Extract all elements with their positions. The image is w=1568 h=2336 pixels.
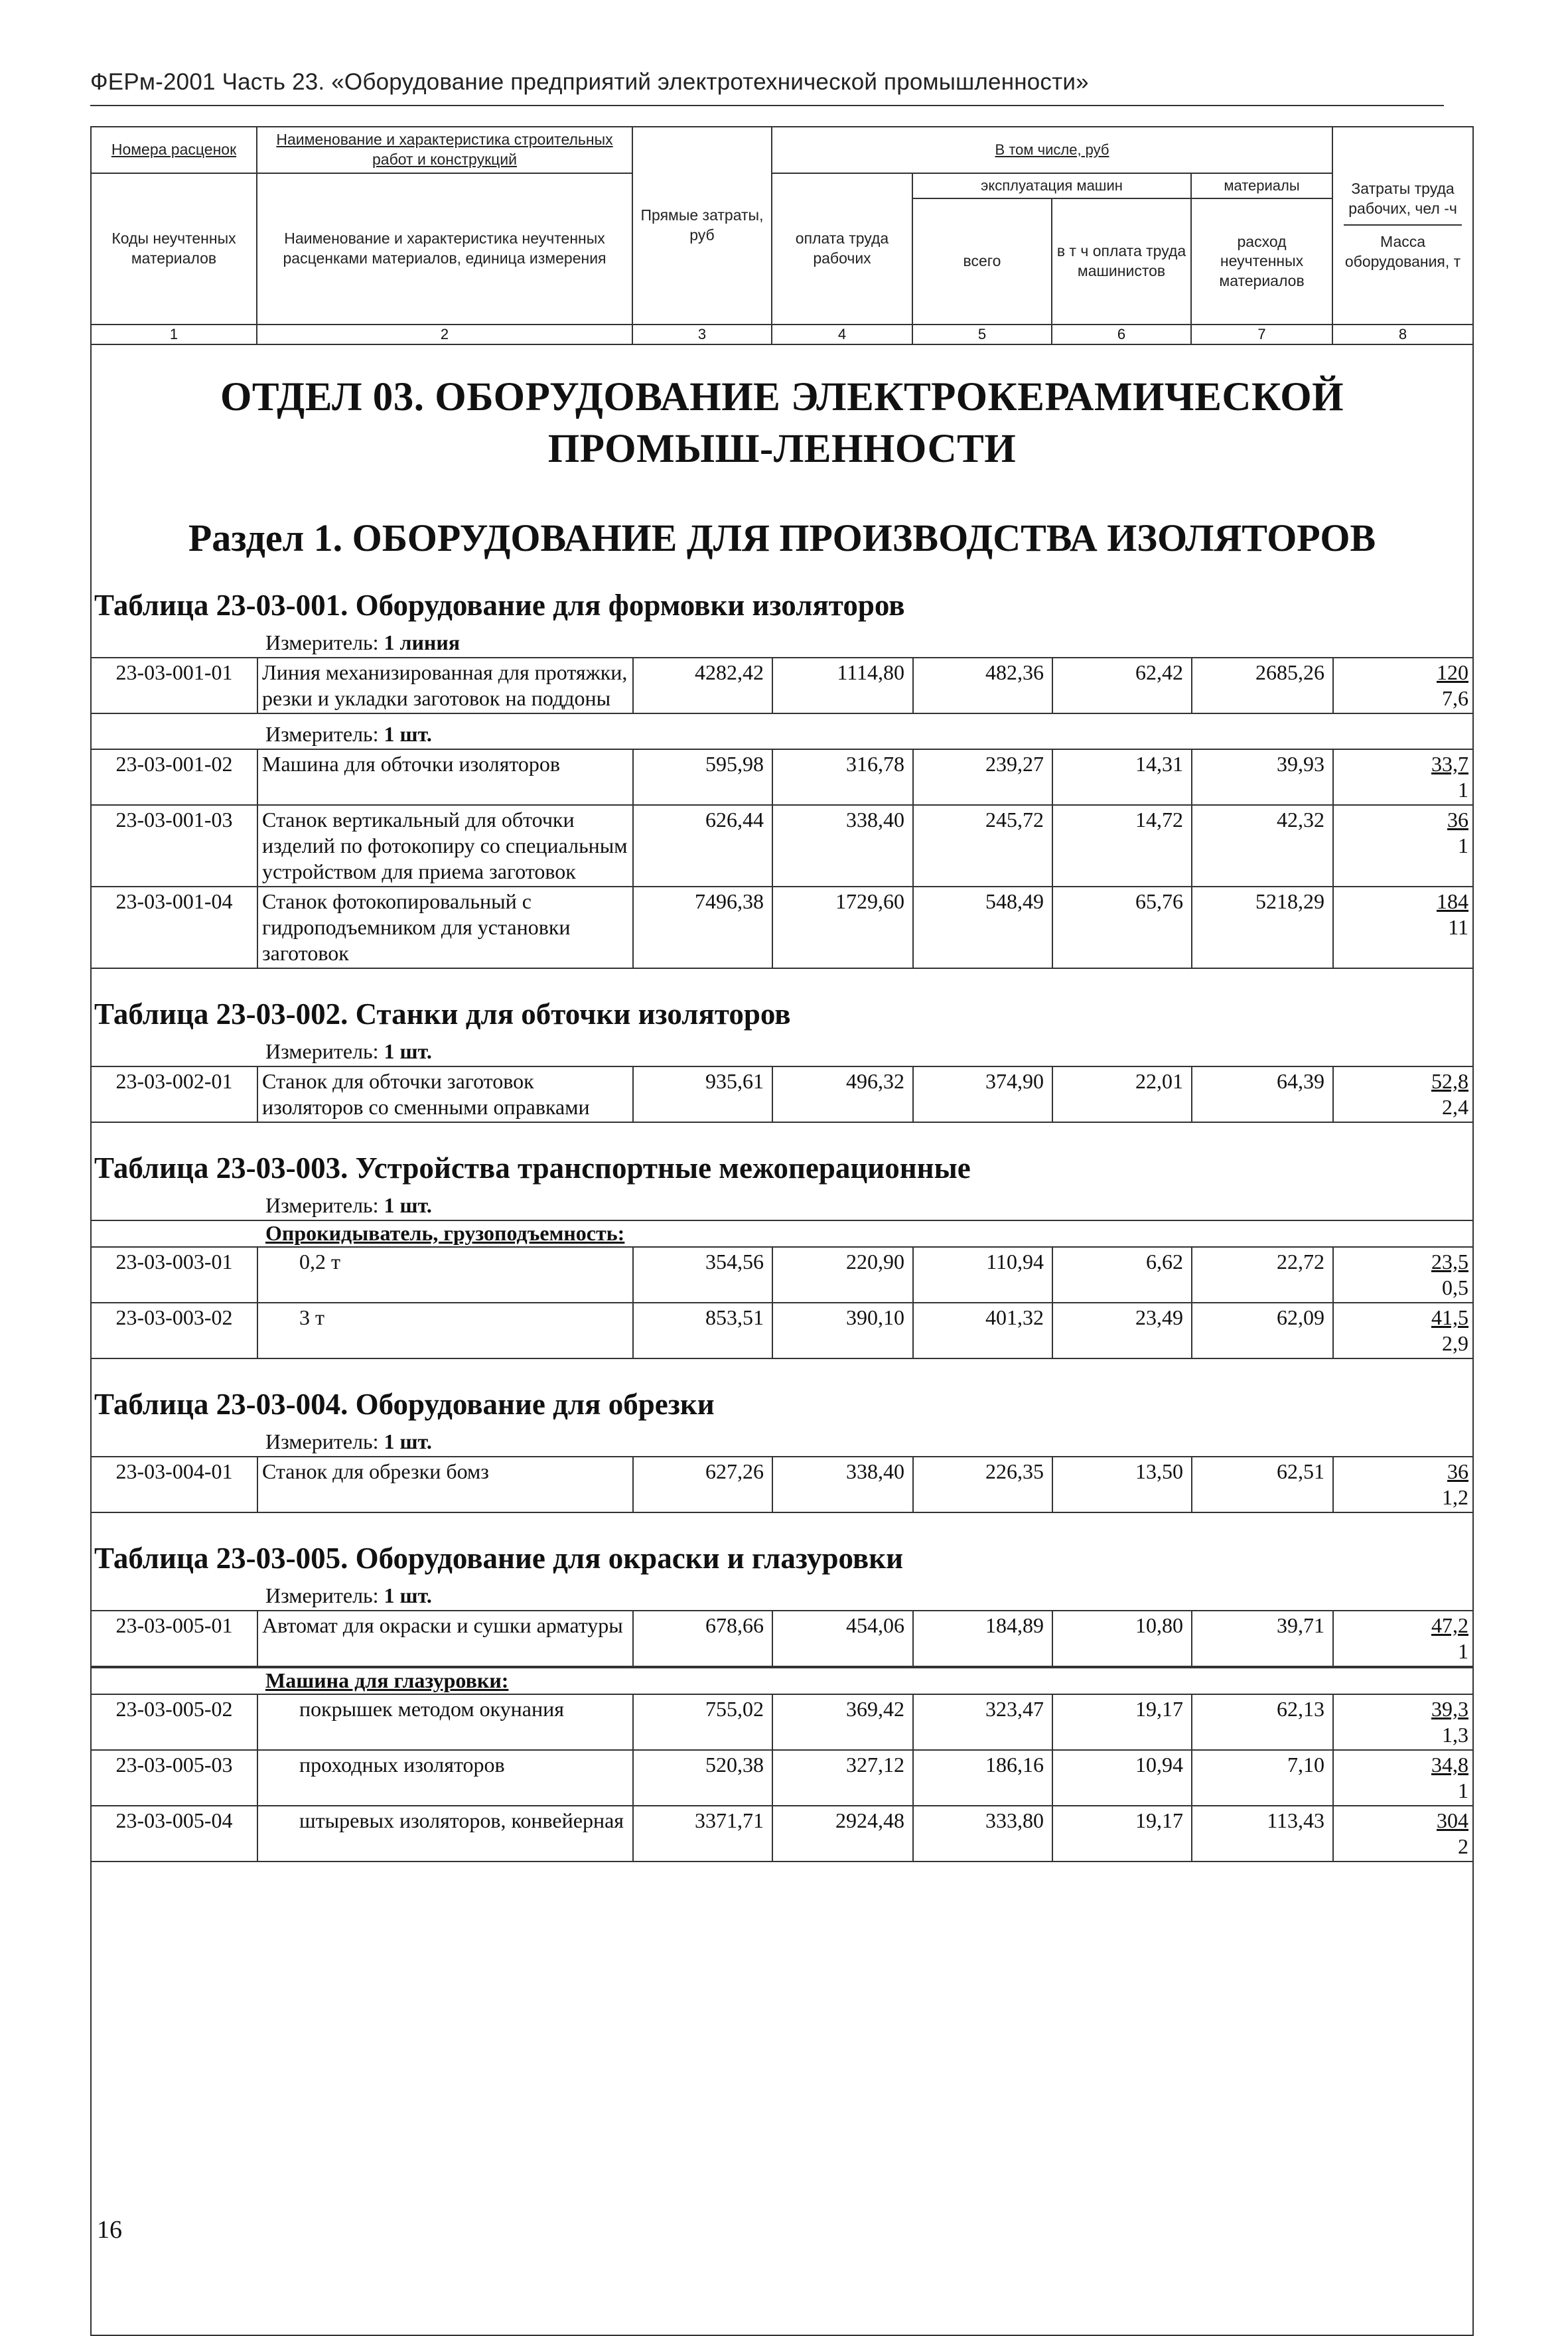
- rate-name: 3 т: [257, 1303, 633, 1358]
- machine-cost-total: 239,27: [913, 749, 1052, 805]
- group-label: Машина для глазуровки:: [92, 1667, 1472, 1694]
- measure-line: [265, 1583, 1472, 1610]
- labor-hours: 41,5: [1431, 1305, 1468, 1329]
- header-group-machines: эксплуатация машин: [912, 173, 1191, 199]
- materials-cost: 62,13: [1192, 1694, 1333, 1750]
- labor-hours: 304: [1437, 1808, 1468, 1833]
- materials-cost: 22,72: [1192, 1247, 1333, 1303]
- machine-cost-total: 323,47: [913, 1694, 1052, 1750]
- direct-cost: 4282,42: [633, 658, 772, 713]
- machine-operator-cost: 19,17: [1052, 1694, 1192, 1750]
- direct-cost: 626,44: [633, 805, 772, 887]
- measure-label: Измеритель:: [265, 630, 379, 654]
- measure-label: Измеритель:: [265, 1193, 379, 1217]
- measure-value: 1 шт.: [384, 1583, 432, 1608]
- table-row: [92, 887, 1474, 968]
- labor-hours: 47,2: [1431, 1613, 1468, 1638]
- equipment-mass: 1: [1458, 1639, 1468, 1664]
- labor-cost: 454,06: [772, 1611, 913, 1666]
- machine-operator-cost: 19,17: [1052, 1806, 1192, 1862]
- colnum-2: 2: [257, 325, 632, 344]
- table-title: Таблица 23-03-001. Оборудование для формовки изоляторов: [94, 588, 905, 622]
- group-label: Опрокидыватель, грузоподъемность:: [92, 1220, 1472, 1246]
- rate-code: 23-03-001-02: [92, 749, 257, 805]
- labor-cost: 496,32: [772, 1066, 913, 1122]
- equipment-mass: 1: [1458, 833, 1468, 857]
- labor-cost: 1114,80: [772, 658, 913, 713]
- table-row: [92, 805, 1474, 887]
- labor-hours-mass: [1333, 658, 1474, 713]
- labor-hours: 33,7: [1431, 751, 1468, 776]
- machine-operator-cost: 23,49: [1052, 1303, 1192, 1358]
- labor-hours-mass: [1333, 1806, 1474, 1862]
- table-row: [92, 1066, 1474, 1122]
- header-col8-bottom: Масса оборудования, т: [1344, 233, 1461, 271]
- materials-cost: 39,93: [1192, 749, 1333, 805]
- labor-cost: 369,42: [772, 1694, 913, 1750]
- rates-rows: [92, 749, 1474, 969]
- labor-cost: 338,40: [772, 805, 913, 887]
- measure-line: [265, 1429, 1472, 1456]
- direct-cost: 7496,38: [633, 887, 772, 968]
- measure-value: 1 шт.: [384, 1429, 432, 1454]
- equipment-mass: 0,5: [1442, 1275, 1468, 1299]
- table-row: [92, 749, 1474, 805]
- materials-cost: 62,09: [1192, 1303, 1333, 1358]
- header-col6: в т ч оплата труда машинистов: [1052, 198, 1191, 325]
- labor-cost: 327,12: [772, 1750, 913, 1806]
- rate-name: Станок для обточки заготовок изоляторов со сменными оправками: [257, 1066, 633, 1122]
- header-rule: [90, 105, 1444, 106]
- rates-rows: [92, 1246, 1474, 1359]
- rate-code: 23-03-005-04: [92, 1806, 257, 1862]
- direct-cost: 3371,71: [633, 1806, 772, 1862]
- part-title: Раздел 1. ОБОРУДОВАНИЕ ДЛЯ ПРОИЗВОДСТВА ИЗОЛЯТОРОВ: [188, 516, 1376, 559]
- machine-cost-total: 548,49: [913, 887, 1052, 968]
- direct-cost: 354,56: [633, 1247, 772, 1303]
- rates-rows: [92, 1610, 1474, 1667]
- labor-hours-mass: [1333, 1066, 1474, 1122]
- rates-rows: [92, 1456, 1474, 1513]
- labor-hours-mass: [1333, 887, 1474, 968]
- rate-name: Линия механизированная для протяжки, резки и укладки заготовок на поддоны: [257, 658, 633, 713]
- colnum-3: 3: [632, 325, 772, 344]
- labor-hours-mass: [1333, 1457, 1474, 1512]
- header-col4: оплата труда рабочих: [772, 173, 912, 325]
- labor-hours-mass: [1333, 1750, 1474, 1806]
- machine-operator-cost: 22,01: [1052, 1066, 1192, 1122]
- machine-operator-cost: 65,76: [1052, 887, 1192, 968]
- rate-code: 23-03-002-01: [92, 1066, 257, 1122]
- equipment-mass: 7,6: [1442, 686, 1468, 710]
- materials-cost: 64,39: [1192, 1066, 1333, 1122]
- direct-cost: 595,98: [633, 749, 772, 805]
- labor-hours: 23,5: [1431, 1249, 1468, 1274]
- measure-line: [265, 1039, 1472, 1066]
- machine-cost-total: 110,94: [913, 1247, 1052, 1303]
- machine-cost-total: 401,32: [913, 1303, 1052, 1358]
- labor-cost: 2924,48: [772, 1806, 913, 1862]
- direct-cost: 520,38: [633, 1750, 772, 1806]
- labor-cost: 316,78: [772, 749, 913, 805]
- materials-cost: 2685,26: [1192, 658, 1333, 713]
- table-row: [92, 1611, 1474, 1666]
- colnum-5: 5: [912, 325, 1052, 344]
- rate-code: 23-03-005-03: [92, 1750, 257, 1806]
- table-row: [92, 1694, 1474, 1750]
- machine-operator-cost: 10,80: [1052, 1611, 1192, 1666]
- rates-rows: [92, 1694, 1474, 1862]
- machine-operator-cost: 6,62: [1052, 1247, 1192, 1303]
- materials-cost: 62,51: [1192, 1457, 1333, 1512]
- labor-hours: 184: [1437, 889, 1468, 913]
- rate-name: Станок для обрезки бомз: [257, 1457, 633, 1512]
- rate-code: 23-03-004-01: [92, 1457, 257, 1512]
- machine-operator-cost: 13,50: [1052, 1457, 1192, 1512]
- direct-cost: 755,02: [633, 1694, 772, 1750]
- measure-label: Измеритель:: [265, 1039, 379, 1063]
- machine-operator-cost: 14,31: [1052, 749, 1192, 805]
- materials-cost: 39,71: [1192, 1611, 1333, 1666]
- table-row: [92, 1457, 1474, 1512]
- direct-cost: 935,61: [633, 1066, 772, 1122]
- machine-cost-total: 186,16: [913, 1750, 1052, 1806]
- rate-name: проходных изоляторов: [257, 1750, 633, 1806]
- document-header: ФЕРм-2001 Часть 23. «Оборудование предприятий электротехнической промышленности»: [90, 69, 1089, 95]
- labor-hours-mass: [1333, 1303, 1474, 1358]
- header-col2-top: Наименование и характеристика строительных работ и конструкций: [257, 127, 632, 173]
- page-number: 16: [97, 2216, 122, 2244]
- table-title: Таблица 23-03-005. Оборудование для окраски и глазуровки: [94, 1542, 904, 1575]
- labor-hours: 120: [1437, 660, 1468, 684]
- table-row: [92, 1303, 1474, 1358]
- tables-container: [92, 588, 1472, 1863]
- labor-cost: 1729,60: [772, 887, 913, 968]
- rate-name: штыревых изоляторов, конвейерная: [257, 1806, 633, 1862]
- rate-code: 23-03-003-01: [92, 1247, 257, 1303]
- labor-hours: 34,8: [1431, 1753, 1468, 1777]
- equipment-mass: 11: [1448, 914, 1468, 939]
- machine-cost-total: 226,35: [913, 1457, 1052, 1512]
- labor-hours-mass: [1333, 1247, 1474, 1303]
- equipment-mass: 2: [1458, 1834, 1468, 1859]
- labor-cost: 220,90: [772, 1247, 913, 1303]
- colnum-1: 1: [91, 325, 257, 344]
- labor-hours-mass: [1333, 1611, 1474, 1666]
- table-row: [92, 1247, 1474, 1303]
- rate-name: Машина для обточки изоляторов: [257, 749, 633, 805]
- rate-name: покрышек методом окунания: [257, 1694, 633, 1750]
- table-title: Таблица 23-03-002. Станки для обточки изоляторов: [94, 997, 791, 1031]
- measure-label: Измеритель:: [265, 1583, 379, 1608]
- direct-cost: 627,26: [633, 1457, 772, 1512]
- header-col2-bottom: Наименование и характеристика неучтенных расценками материалов, единица измерения: [257, 173, 632, 325]
- direct-cost: 678,66: [633, 1611, 772, 1666]
- equipment-mass: 1: [1458, 777, 1468, 802]
- measure-line: [265, 1193, 1472, 1220]
- colnum-7: 7: [1191, 325, 1332, 344]
- machine-cost-total: 245,72: [913, 805, 1052, 887]
- rate-code: 23-03-001-04: [92, 887, 257, 968]
- rate-name: 0,2 т: [257, 1247, 633, 1303]
- department-title: ОТДЕЛ 03. ОБОРУДОВАНИЕ ЭЛЕКТРОКЕРАМИЧЕСКОЙ ПРОМЫШ-ЛЕННОСТИ: [220, 375, 1344, 472]
- measure-label: Измеритель:: [265, 721, 379, 746]
- labor-hours-mass: [1333, 1694, 1474, 1750]
- rate-code: 23-03-001-01: [92, 658, 257, 713]
- header-col7: расход неучтенных материалов: [1191, 198, 1332, 325]
- equipment-mass: 2,9: [1442, 1331, 1468, 1355]
- header-col3: Прямые затраты, руб: [632, 127, 772, 325]
- rate-name: Станок фотокопировальный с гидроподъемником для установки заготовок: [257, 887, 633, 968]
- machine-operator-cost: 62,42: [1052, 658, 1192, 713]
- rate-code: 23-03-005-02: [92, 1694, 257, 1750]
- header-col8-top: Затраты труда рабочих, чел -ч: [1344, 179, 1462, 226]
- materials-cost: 7,10: [1192, 1750, 1333, 1806]
- machine-cost-total: 333,80: [913, 1806, 1052, 1862]
- colnum-8: 8: [1332, 325, 1473, 344]
- labor-hours: 36: [1447, 1459, 1468, 1484]
- measure-line: [265, 630, 1472, 657]
- table-row: [92, 1750, 1474, 1806]
- measure-label: Измеритель:: [265, 1429, 379, 1454]
- rate-code: 23-03-005-01: [92, 1611, 257, 1666]
- rate-code: 23-03-001-03: [92, 805, 257, 887]
- labor-hours: 39,3: [1431, 1697, 1468, 1721]
- materials-cost: 5218,29: [1192, 887, 1333, 968]
- labor-hours: 52,8: [1431, 1068, 1468, 1093]
- machine-cost-total: 374,90: [913, 1066, 1052, 1122]
- header-col8: [1332, 127, 1473, 325]
- direct-cost: 853,51: [633, 1303, 772, 1358]
- equipment-mass: 2,4: [1442, 1094, 1468, 1119]
- rates-rows: [92, 1066, 1474, 1123]
- materials-cost: 113,43: [1192, 1806, 1333, 1862]
- price-table: [90, 126, 1474, 2336]
- rate-code: 23-03-003-02: [92, 1303, 257, 1358]
- table-row: [92, 658, 1474, 713]
- colnum-6: 6: [1052, 325, 1191, 344]
- materials-cost: 42,32: [1192, 805, 1333, 887]
- table-body: [91, 344, 1473, 2335]
- colnum-4: 4: [772, 325, 912, 344]
- header-col1-bottom: Коды неучтенных материалов: [91, 173, 257, 325]
- labor-cost: 390,10: [772, 1303, 913, 1358]
- table-title: Таблица 23-03-004. Оборудование для обрезки: [94, 1388, 715, 1422]
- equipment-mass: 1,3: [1442, 1723, 1468, 1747]
- labor-hours-mass: [1333, 805, 1474, 887]
- measure-value: 1 шт.: [384, 1193, 432, 1217]
- machine-cost-total: 184,89: [913, 1611, 1052, 1666]
- rate-name: Станок вертикальный для обточки изделий по фотокопиру со специальным устройством для приема заготовок: [257, 805, 633, 887]
- labor-cost: 338,40: [772, 1457, 913, 1512]
- rates-rows: [92, 657, 1474, 714]
- measure-value: 1 линия: [384, 630, 461, 654]
- header-group-materials: материалы: [1191, 173, 1332, 199]
- machine-operator-cost: 10,94: [1052, 1750, 1192, 1806]
- table-row: [92, 1806, 1474, 1862]
- machine-operator-cost: 14,72: [1052, 805, 1192, 887]
- measure-value: 1 шт.: [384, 1039, 432, 1063]
- machine-cost-total: 482,36: [913, 658, 1052, 713]
- measure-value: 1 шт.: [384, 721, 432, 746]
- equipment-mass: 1: [1458, 1779, 1468, 1803]
- measure-line: [265, 722, 1472, 749]
- header-group-main: В том числе, руб: [772, 127, 1332, 173]
- table-title: Таблица 23-03-003. Устройства транспортные межоперационные: [94, 1151, 971, 1185]
- labor-hours-mass: [1333, 749, 1474, 805]
- header-col1-top: Номера расценок: [91, 127, 257, 173]
- header-col5: всего: [912, 198, 1052, 325]
- equipment-mass: 1,2: [1442, 1485, 1468, 1510]
- labor-hours: 36: [1447, 807, 1468, 832]
- rate-name: Автомат для окраски и сушки арматуры: [257, 1611, 633, 1666]
